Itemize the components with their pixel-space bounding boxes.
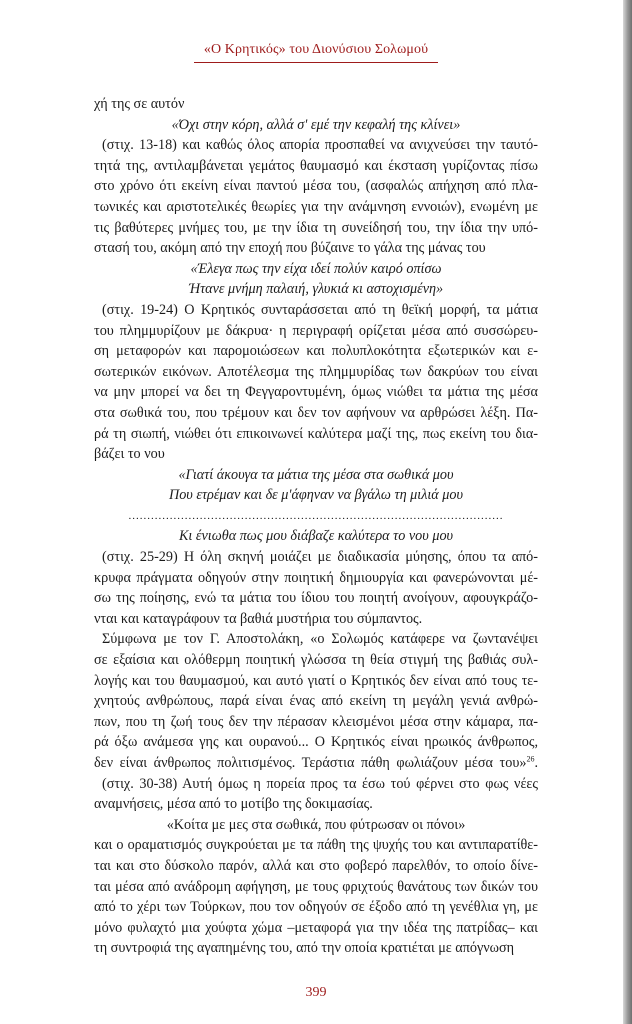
text-line [94, 362, 538, 383]
text-line [94, 629, 538, 650]
line-text: ρά τη σιωπή, νιώθει ότι επικοινωνεί καλύτερα μαζί της, πως εκείνη του δια- [94, 425, 538, 442]
text-line [94, 650, 538, 671]
line-text: τητά της, αντιλαμβάνεται γεμάτος θαυμασμό και έκσταση γυρίζοντας πίσω [94, 157, 538, 174]
text-line [94, 918, 538, 939]
text-line [94, 588, 538, 609]
line-text: ρά όξω ανάμεσα γης και ουρανού... Ο Κρητικός είναι ηρωικός άνθρωπος, [94, 734, 538, 751]
line-text: σω της ποίησης, ενώ τα μάτια του ίδιου του ποιητή ανοίγουν, αφουγκράζο- [94, 590, 538, 607]
text-line [94, 712, 538, 733]
text-line [94, 382, 538, 403]
body-text [94, 94, 538, 959]
line-text: (στιχ. 13-18) και καθώς όλος απορία προσπαθεί να ανιχνεύσει την ταυτό- [102, 137, 538, 154]
text-line [94, 506, 538, 527]
line-text: στο χρόνο ότι εκείνη είναι παντού μέσα του, (ασφαλώς απήχηση από πλα- [94, 178, 538, 195]
text-line [94, 135, 538, 156]
line-text: από το χέρι των Τούρκων, που τον οδηγούν σε έξοδο από τη γενέθλια γη, με [94, 899, 538, 916]
text-line [94, 341, 538, 362]
line-text: σε εξαίσια και ολόθερμη ποιητική γλώσσα τη θεία στιγμή της βαθιάς συλ- [94, 652, 538, 669]
line-text: Σύμφωνα με τον Γ. Αποστολάκη, «ο Σολωμός κατάφερε να ζωντανέψει [102, 631, 538, 648]
line-text: δεν είναι άνθρωπος πολιτισμένος. Τεράστια πάθη φωλιάζουν μέσα του» [94, 755, 527, 771]
line-text: τις βαθύτερες μνήμες του, με την ίδια τη συνείδησή του, την ίδια την υπό- [94, 219, 538, 236]
footnote-marker: 26 [526, 754, 535, 764]
text-line [94, 691, 538, 712]
line-text: νται και καταγράφουν τα βαθιά μυστήρια του σύμπαντος. [94, 610, 423, 627]
text-line [94, 218, 538, 239]
line-text: Ήτανε μνήμη παλαιή, γλυκιά κι αστοχισμένη» [188, 281, 444, 298]
text-line [94, 835, 538, 856]
line-text: Που ετρέμαν και δε μ'άφηναν να βγάλω τη μιλιά μου [168, 487, 464, 504]
text-line [94, 938, 538, 959]
line-trail: . [534, 755, 538, 771]
text-line [94, 279, 538, 300]
running-header [0, 40, 632, 63]
line-text: χή της σε αυτόν [94, 96, 185, 112]
text-line [94, 794, 538, 815]
line-text: σωτερικών εικόνων. Αποτέλεσμα της πλημμυρίδας των δακρύων του είναι [94, 363, 538, 380]
line-text: «Γιατί άκουγα τα μάτια της μέσα στα σωθικά μου [178, 466, 454, 483]
text-line [94, 156, 538, 177]
text-line [94, 465, 538, 486]
line-text: στασή του, ακόμη από την εποχή που βύζαινε το γάλα της μάνας του [94, 240, 486, 257]
text-line [94, 321, 538, 342]
line-text: τη συντροφιά της αγαπημένης του, από την οποία κρατιέται με απόγνωση [94, 940, 515, 957]
header-title: «Ο Κρητικός» του Διονύσιου Σολωμού [194, 42, 438, 63]
page-edge-shadow [623, 0, 632, 1024]
line-text: τωνικές και αριστοτελικές θεωρίες για την ανάμνηση εννοιών), ενωμένη με [94, 198, 538, 215]
text-line [94, 115, 538, 136]
text-line [94, 485, 538, 506]
line-text: ται και στο δύσκολο παρόν, αλλά και στο φοβερό παρελθόν, το οποίο δίνε- [94, 857, 538, 874]
text-line [94, 259, 538, 280]
line-text: λογής και του θαυμασμού, και αυτό γιατί ο Κρητικός δεν είναι από τους τε- [94, 672, 538, 689]
text-line [94, 94, 538, 115]
line-text: «Κοίτα με μες στα σωθικά, που φύτρωσαν οι πόνοι» [166, 816, 466, 833]
text-line [94, 877, 538, 898]
line-text: ση μεταφορών και παρομοιώσεων και πολυπλοκότητα εξωτερικών και ε- [94, 343, 538, 360]
line-text: (στιχ. 19-24) Ο Κρητικός συνταράσσεται από τη θεϊκή μορφή, τα μάτια [102, 301, 538, 318]
text-line [94, 732, 538, 753]
line-text: «Έλεγα πως την είχα ιδεί πολύν καιρό οπίσω [190, 260, 442, 277]
line-text: (στιχ. 25-29) Η όλη σκηνή μοιάζει με διαδικασία μύησης, όπου τα από- [102, 549, 538, 566]
text-line [94, 609, 538, 630]
text-line [94, 753, 538, 774]
text-line [94, 300, 538, 321]
text-line [94, 424, 538, 445]
line-text: κρυφα πράγματα οδηγούν στην ποιητική δημιουργία και φανερώνονται μέ- [94, 569, 538, 586]
text-line [94, 197, 538, 218]
line-text: Κι ένιωθα πως μου διάβαζε καλύτερα το νου μου [178, 528, 454, 545]
line-text: βάζει το νου [94, 446, 165, 463]
text-line [94, 856, 538, 877]
text-line [94, 444, 538, 465]
line-text: αναμνήσεις, μέσα από το μοτίβο της δοκιμασίας. [94, 796, 373, 813]
text-line [94, 897, 538, 918]
line-text: και ο οραματισμός συγκρούεται με τα πάθη της ψυχής του και αντιπαρατίθε- [94, 837, 538, 854]
line-text: (στιχ. 30-38) Αυτή όμως η πορεία προς τα έσω τού φέρνει στο φως νέες [102, 775, 538, 792]
text-line [94, 774, 538, 795]
text-line [94, 547, 538, 568]
text-line [94, 176, 538, 197]
text-line [94, 403, 538, 424]
line-text: μόνο φυλαχτό μια χούφτα χώμα –μεταφορά για την ιδέα της πατρίδας– και [94, 919, 538, 936]
text-line [94, 568, 538, 589]
text-line [94, 238, 538, 259]
text-line [94, 526, 538, 547]
line-text: χνητούς ανθρώπους, παρά είναι ένας από εκείνη τη μεγάλη γενιά ανθρώ- [94, 693, 538, 710]
text-line [94, 815, 538, 836]
line-text: ται μέσα από ανάδρομη αφήγηση, με τους φριχτούς θανάτους των δικών του [94, 878, 538, 895]
line-text: «Όχι στην κόρη, αλλά σ' εμέ την κεφαλή της κλίνει» [171, 116, 461, 133]
line-text: να μην μπορεί να δει τη Φεγγαροντυμένη, όμως νιώθει τα μάτια της μέσα [94, 384, 538, 401]
page-number: 399 [305, 985, 327, 1000]
line-text: .................................................................................................... [128, 509, 504, 522]
text-line [94, 671, 538, 692]
line-text: πων, που τη ζωή τους δεν την πέρασαν κλεισμένοι μέσα στην κάμαρα, πα- [94, 713, 538, 730]
line-text: του πλημμυρίζουν με δάκρυα· η περιγραφή ορίζεται μέσα από συσσώρευ- [94, 322, 538, 339]
line-text: στα σωθικά του, που τρέμουν και δεν τον αφήνουν να αρθρώσει λέξη. Πα- [94, 404, 538, 421]
